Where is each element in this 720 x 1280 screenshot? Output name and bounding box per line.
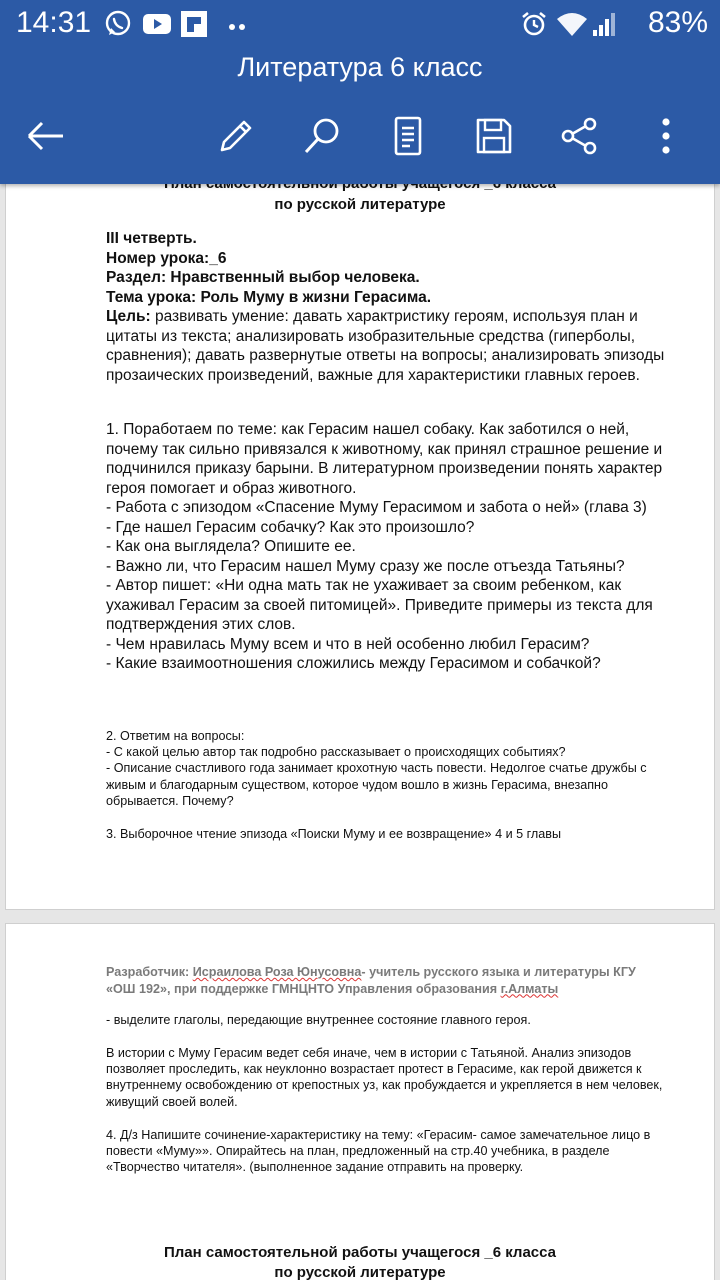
alarm-icon <box>520 10 548 43</box>
section-text: Раздел: Нравственный выбор человека. <box>106 269 420 286</box>
edit-pencil-icon <box>216 116 256 161</box>
developer-credit <box>106 964 666 997</box>
task1-line: - Где нашел Герасим собачку? Как это произошло? <box>106 518 475 536</box>
reading-view-button[interactable] <box>378 108 438 168</box>
topic-text: Тема урока: Роль Муму в жизни Герасима. <box>106 288 432 306</box>
status-bar <box>0 0 720 48</box>
status-time: 14:31 <box>16 6 92 39</box>
task1-line: - Какие взаимоотношения сложились между Герасимом и собачкой? <box>106 655 601 672</box>
task1-block <box>106 420 666 674</box>
battery-percent: 83% <box>647 6 708 39</box>
edit-button[interactable] <box>206 108 266 168</box>
developer-prefix: Разработчик: <box>106 965 193 979</box>
back-arrow-icon <box>26 120 66 157</box>
task1-line: - Как она выглядела? Опишите ее. <box>106 538 356 555</box>
page2-header-line2: по русской литературе <box>274 1264 446 1280</box>
developer-city: г.Алматы <box>500 981 559 996</box>
quarter-text: III четверть. <box>106 230 197 247</box>
signal-icon <box>592 10 618 43</box>
wifi-icon <box>556 10 588 43</box>
task1-line: - Автор пишет: «Ни одна мать так не ухаживает за своим ребенком, как ухаживал Герасим за своей питомицей». Приведите примеры из текста для подтверждения этих слов. <box>106 577 653 633</box>
analysis-paragraph: В истории с Муму Герасим ведет себя иначе, чем в истории с Татьяной. Анализ эпизодов позволяет проследить, как неуклонно возрастает протест в Герасиме, как герой движется к внутреннему освобождению от крепостных уз, как пробуждается и укрепляется в нем человек, живущий своей волей. <box>106 1046 663 1109</box>
goal-paragraph <box>106 307 666 385</box>
task1-line: - Важно ли, что Герасим нашел Муму сразу же после отъезда Татьяны? <box>106 557 625 575</box>
more-vert-icon <box>660 116 672 161</box>
back-button[interactable] <box>16 108 76 168</box>
developer-rest: - учитель русского языка и литературы КГУ «ОШ 192», при поддержке ГМНЦНТО Управления образования <box>106 965 636 996</box>
save-icon <box>474 116 514 161</box>
goal-label: Цель: <box>106 308 151 325</box>
lesson-number-text: Номер урока:_6 <box>106 249 227 267</box>
task2-line: - С какой целью автор так подробно рассказывает о происходящих событиях? <box>106 745 566 760</box>
homework-paragraph: 4. Д/з Напишите сочинение-характеристику на тему: «Герасим- самое замечательное лицо в повести «Муму»». Опирайтесь на план, предложенный на стр.40 учебника, в разделе «Творчество читателя». (выполненное задание отправить на проверку. <box>106 1128 651 1175</box>
page2-header-line1: План самостоятельной работы учащегося _6 класса <box>163 1244 557 1261</box>
whatsapp-icon <box>104 10 132 43</box>
goal-text: развивать умение: давать характристику героям, используя план и цитаты из текста; анализировать изобразительные средства (гиперболы, сравнения); давать развернутые ответы на вопросы; анализировать эпизоды прозаических произведений, важные для характеристики главных героев. <box>106 308 665 384</box>
task1-line: 1. Поработаем по теме: как Герасим нашел собаку. Как заботился о ней, почему так сильно привязался к животному, как принял страшное решение и подчинился приказу барыни. В литературном произведении понять характер героя помогает и образ животного. <box>106 421 663 497</box>
share-icon <box>560 116 600 161</box>
more-options-button[interactable] <box>636 108 696 168</box>
more-dots-icon <box>228 18 246 36</box>
flipboard-icon <box>180 10 208 43</box>
task1-line: - Чем нравилась Муму всем и что в ней особенно любил Герасим? <box>106 635 590 653</box>
document-title: Литература 6 класс <box>237 52 483 82</box>
task2-block <box>106 728 666 809</box>
task2-line: 2. Ответим на вопросы: <box>106 729 245 743</box>
page1-header-line2: по русской литературе <box>274 196 446 213</box>
page1-body <box>106 229 666 385</box>
search-icon <box>302 116 342 161</box>
developer-name: Исраилова Роза Юнусовна <box>192 965 362 979</box>
youtube-icon <box>142 10 172 43</box>
verbs-task: - выделите глаголы, передающие внутреннее состояние главного героя. <box>106 1013 531 1027</box>
task2-line: - Описание счастливого года занимает крохотную часть повести. Недолгое счатье дружбы с живым и благодарным существом, которое чудом вошло в жизнь Герасима, внезапно обрывается. Почему? <box>106 761 647 808</box>
app-bar <box>0 0 720 184</box>
save-button[interactable] <box>464 108 524 168</box>
reading-view-icon <box>392 116 424 161</box>
task3-text: 3. Выборочное чтение эпизода «Поиски Муму и ее возвращение» 4 и 5 главы <box>106 827 562 841</box>
search-button[interactable] <box>292 108 352 168</box>
share-button[interactable] <box>550 108 610 168</box>
task1-line: - Работа с эпизодом «Спасение Муму Герасимом и забота о ней» (глава 3) <box>106 499 647 516</box>
